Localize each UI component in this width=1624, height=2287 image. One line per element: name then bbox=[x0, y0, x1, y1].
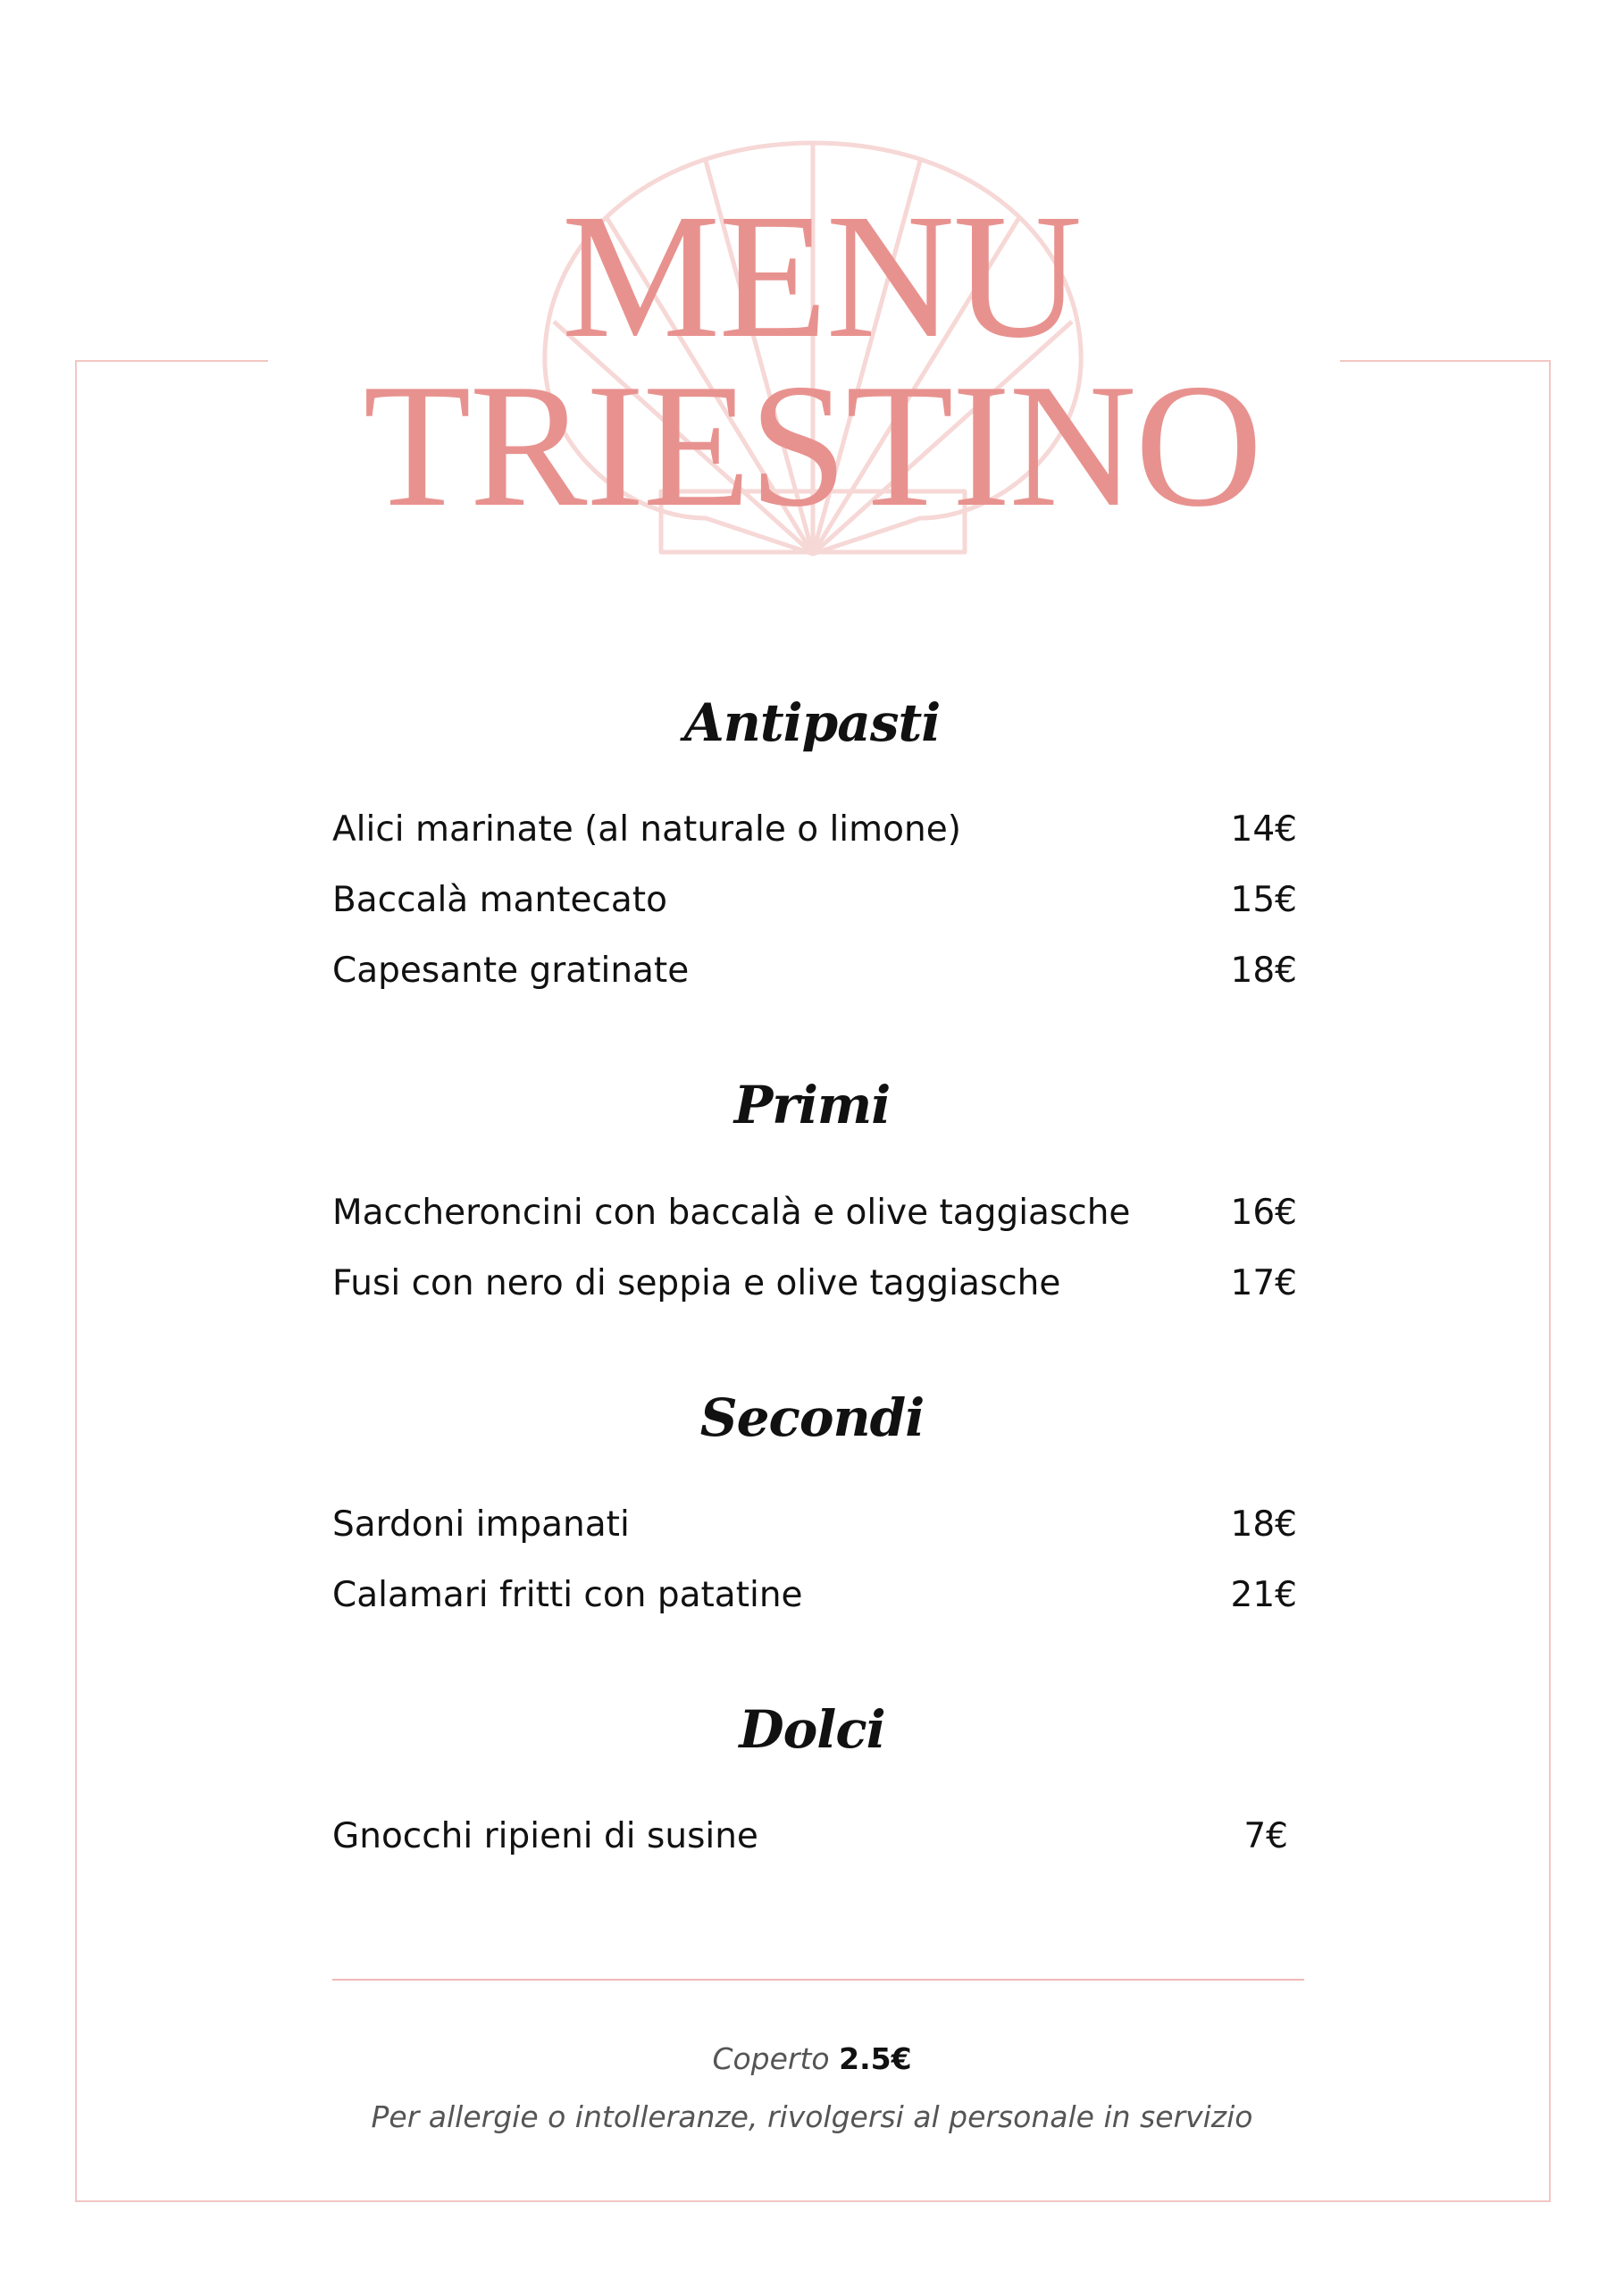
footer-divider bbox=[332, 1979, 1304, 1981]
menu-item-price: 16€ bbox=[1230, 1193, 1297, 1233]
menu-item bbox=[332, 1193, 1297, 1246]
menu-title-line1: MENU bbox=[561, 178, 1081, 375]
menu-item-name: Gnocchi ripieni di susine bbox=[332, 1816, 758, 1856]
menu-item-price: 21€ bbox=[1230, 1575, 1297, 1615]
menu-item-name: Baccalà mantecato bbox=[332, 880, 667, 920]
menu-title-line2: TRIESTINO bbox=[363, 348, 1261, 543]
menu-item-price: 18€ bbox=[1230, 1504, 1297, 1545]
menu-item-price: 15€ bbox=[1230, 880, 1297, 920]
coperto-price: 2.5€ bbox=[839, 2041, 912, 2076]
menu-item bbox=[332, 1816, 1288, 1870]
menu-item-price: 7€ bbox=[1243, 1816, 1288, 1856]
menu-item bbox=[332, 809, 1297, 863]
menu-item bbox=[332, 880, 1297, 934]
section-heading-primi: Primi bbox=[733, 1075, 891, 1135]
menu-item-name: Sardoni impanati bbox=[332, 1504, 630, 1545]
menu-item bbox=[332, 951, 1297, 1004]
coperto-line bbox=[0, 2041, 1624, 2076]
menu-item-price: 14€ bbox=[1230, 809, 1297, 850]
menu-item-price: 18€ bbox=[1230, 951, 1297, 991]
allergy-note: Per allergie o intolleranze, rivolgersi al personale in servizio bbox=[371, 2099, 1253, 2134]
menu-item bbox=[332, 1504, 1297, 1558]
menu-item-name: Capesante gratinate bbox=[332, 951, 690, 991]
section-heading-dolci: Dolci bbox=[739, 1699, 885, 1760]
section-heading-antipasti: Antipasti bbox=[683, 692, 941, 753]
menu-item-name: Maccheroncini con baccalà e olive taggiasche bbox=[332, 1193, 1131, 1233]
menu-item-name: Calamari fritti con patatine bbox=[332, 1575, 803, 1615]
menu-item bbox=[332, 1263, 1297, 1317]
menu-item-price: 17€ bbox=[1230, 1263, 1297, 1303]
section-heading-secondi: Secondi bbox=[699, 1387, 925, 1448]
menu-item bbox=[332, 1575, 1297, 1629]
menu-item-name: Fusi con nero di seppia e olive taggiasche bbox=[332, 1263, 1061, 1303]
coperto-label: Coperto bbox=[712, 2041, 830, 2076]
menu-item-name: Alici marinate (al naturale o limone) bbox=[332, 809, 961, 850]
